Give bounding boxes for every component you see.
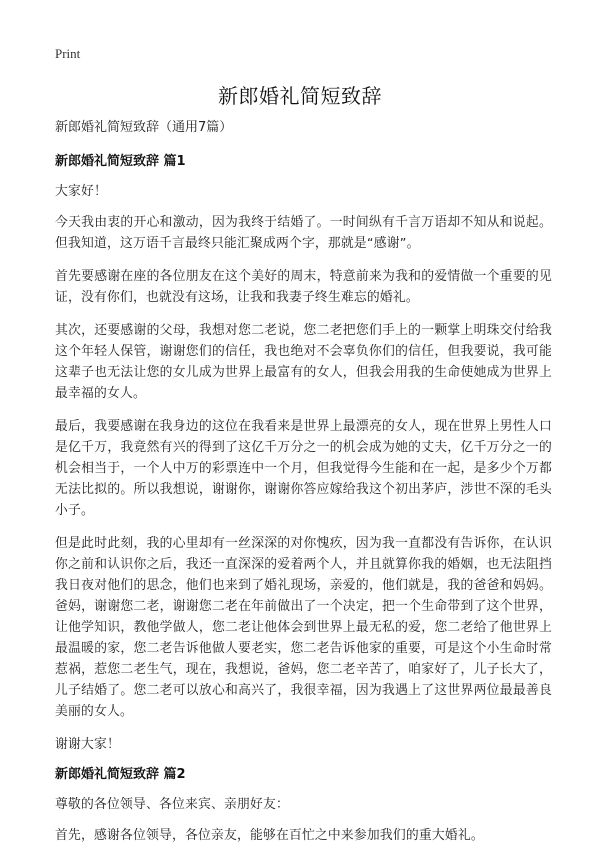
document-content: [55, 118, 552, 858]
paragraph: 首先，感谢各位领导，各位亲友，能够在百忙之中来参加我们的重大婚礼。: [55, 828, 484, 843]
paragraph: 今天我由衷的开心和激动，因为我终于结婚了。一时间纵有千言万语却不知从和说起。但我知道，这万语千言最终只能汇聚成两个字，那就是“感谢”。: [55, 215, 552, 251]
paragraph: 尊敬的各位领导、各位来宾、亲朋好友：: [55, 797, 289, 812]
paragraph: 谢谢大家！: [55, 737, 120, 752]
section-heading: 新郎婚礼简短致辞 篇1: [55, 154, 186, 169]
paragraph: 首先要感谢在座的各位朋友在这个美好的周末，特意前来为我和的爱情做一个重要的见证，没有你们，也就没有这场，让我和我妻子终生难忘的婚礼。: [55, 269, 552, 305]
section-2: [55, 765, 552, 846]
paragraph: 最后，我要感谢在我身边的这位在我看来是世界上最漂亮的女人，现在世界上男性人口是亿千万，我竟然有兴的得到了这亿千万分之一的机会成为她的丈夫，亿千万分之一的机会相当于，一个人中万的彩票连中一个月，但我觉得今生能和在一起，是多少个万都无法比拟的。所以我想说，谢谢你，谢谢你答应嫁给我这个初出茅庐，涉世不深的毛头小子。: [55, 419, 552, 518]
section-heading: 新郎婚礼简短致辞 篇2: [55, 767, 186, 782]
page-title: 新郎婚礼简短致辞: [218, 84, 382, 108]
section-1: [55, 152, 552, 755]
paragraph: 但是此时此刻，我的心里却有一丝深深的对你愧疚，因为我一直都没有告诉你，在认识你之前和认识你之后，我还一直深深的爱着两个人，并且就算你我的婚姻，也无法阻挡我日夜对他们的思念，他们也来到了婚礼现场，亲爱的，他们就是，我的爸爸和妈妈。爸妈，谢谢您二老，谢谢您二老在年前做出了一个决定，把一个生命带到了这个世界，让他学知识，教他学做人，您二老让他体会到世界上最无私的爱，您二老给了他世界上最温暖的家，您二老告诉他做人要老实，您二老告诉他家的重要，可是这个小生命时常惹祸，惹您二老生气，现在，我想说，爸妈，您二老辛苦了，咱家好了，儿子长大了，儿子结婚了。您二老可以放心和高兴了，我很幸福，因为我遇上了这世界两位最最善良美丽的女人。: [55, 536, 552, 719]
print-link[interactable]: Print: [55, 46, 81, 61]
paragraph: 其次，还要感谢的父母，我想对您二老说，您二老把您们手上的一颗掌上明珠交付给我这个年轻人保管，谢谢您们的信任，我也绝对不会辜负你们的信任，但我要说，我可能这辈子也无法让您的女儿成为世界上最富有的女人，但我会用我的生命使她成为世界上最幸福的女人。: [55, 323, 552, 401]
paragraph: 大家好！: [55, 184, 107, 199]
document-subtitle: 新郎婚礼简短致辞（通用7篇）: [55, 120, 233, 135]
